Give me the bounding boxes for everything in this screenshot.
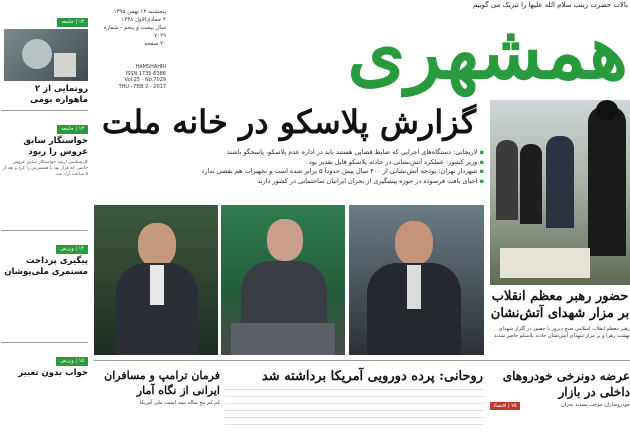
issn-box: [94, 64, 166, 92]
lead-item[interactable]: ▪ وزیر کشور: عملکرد آتش‌نشانی در حادثه پلاسکو قابل تقدیر بود: [308, 157, 484, 166]
date-line: ۲۰ صفحه: [144, 41, 166, 47]
section-tag: ۱۳ | جامعه: [57, 125, 88, 134]
story-title: فرمان ترامپ و مسافران ایرانی از نگاه آمار: [104, 369, 220, 397]
sidebar-title: خواب بدون تعبیر: [18, 368, 88, 378]
sidebar-title: رونمایی از ۲ ماهواره بومی: [30, 84, 88, 105]
bottom-story[interactable]: [225, 368, 483, 429]
divider: [2, 230, 88, 231]
sidebar-item[interactable]: [2, 8, 88, 106]
lead-text: لاریجانی: دستگاه‌های اجرایی که ضابط قضایی هستند باید در اداره عدم پلاسکو، پاسخگو باشند: [226, 148, 478, 156]
date-box: [94, 8, 166, 60]
lead-text: وزیر کشور: عملکرد آتش‌نشانی در حادثه پلاسکو قابل تقدیر بود: [308, 157, 478, 166]
sidebar: [2, 8, 88, 435]
section-tag: ۱۵ | ورزش: [56, 357, 88, 366]
date-line: ۴ جمادی‌الاول ۱۴۳۸: [121, 17, 166, 23]
right-story-title[interactable]: حضور رهبر معظم انقلاب بر مزار شهدای آتش‌نشان: [490, 289, 630, 321]
leader-photo: [490, 100, 630, 285]
lead-list: [96, 148, 484, 186]
issn-line: ISSN 1735-6386: [125, 70, 166, 77]
story-body-lines: [225, 389, 483, 429]
sidebar-body: کارشناسی ارشد خواستگار سابق عروس خانمی که قرار بود با همسرش را کرد و بعد از ۵ ساعت آزاد شد: [2, 160, 88, 177]
story-body: کم کم پنج ساله بیمه امنیت ملی آمریکا: [139, 400, 220, 406]
newspaper-logo: همشهری: [347, 10, 628, 96]
divider: [94, 360, 630, 361]
main-headline[interactable]: گزارش پلاسکو در خانه ملت: [101, 103, 477, 141]
bottom-story[interactable]: [490, 368, 630, 410]
lead-item[interactable]: ▪ لاریجانی: دستگاه‌های اجرایی که ضابط قضایی هستند باید در اداره عدم پلاسکو، پاسخگو باشند: [226, 148, 484, 156]
bottom-story[interactable]: [94, 368, 220, 407]
top-tagline: بالات حضرت زینب سلام الله علیها را تبریک می گوییم: [472, 1, 628, 9]
divider: [2, 342, 88, 343]
satellite-photo: [4, 29, 88, 81]
issn-line: HAMSHAHRI: [135, 64, 166, 70]
sidebar-item[interactable]: [2, 115, 88, 226]
story-title: روحانی: پرده دورویی آمریکا برداشته شد: [261, 369, 483, 384]
sidebar-item[interactable]: [2, 235, 88, 338]
issn-line: THU - FEB 2 - 2017: [118, 83, 166, 90]
issn-line: Vol.25 - No.7029: [124, 77, 166, 83]
section-tag: ۱۳ | جامعه: [57, 18, 88, 27]
right-story-body: رهبر معظم انقلاب اسلامی صبح دیروز با حضور در گلزار شهدای بهشت زهرا و بر مزار شهدای آتش‌نشان حادثه پلاسکو حاضر شدند: [494, 326, 630, 339]
portrait-photo-left: [94, 205, 218, 355]
story-body: خودروسازان موجب تشدید بحران: [561, 402, 630, 408]
date-line: سال بیست و پنجم - شماره ۷۰۲۹: [103, 25, 166, 39]
sidebar-title: پیگیری پرداخت مستمری ملی‌پوشان: [4, 256, 88, 277]
lead-item[interactable]: ▪ شهردار تهران: بودجه آتش‌نشانی از ۴۰۰ سال پیش حدوداً ۵ برابر شده است و تجهیزات هم نقصی ندارد: [201, 167, 484, 175]
lead-text: شهردار تهران: بودجه آتش‌نشانی از ۴۰۰ سال پیش حدوداً ۵ برابر شده است و تجهیزات هم نقصی ندارد: [201, 167, 478, 175]
sidebar-title: خواستگار سابق عروس را ربود: [23, 136, 88, 157]
sidebar-item[interactable]: [2, 347, 88, 379]
lead-text: احیای بافت فرسوده در حوزه پیشگیری از بحران ایرانیان ساختمانی در کشور دارند: [257, 176, 478, 185]
masthead: [170, 8, 628, 100]
story-tag: ۷۵ | اقتصاد: [490, 402, 520, 410]
portrait-photo-right: [349, 205, 484, 355]
section-tag: ۱۴ | ورزش: [56, 245, 88, 254]
portrait-photo-center: [221, 205, 345, 355]
story-title: عرضه دونرخی خودروهای داخلی در بازار: [502, 369, 630, 399]
date-line: پنجشنبه ۱۴ بهمن ۱۳۹۵: [113, 9, 166, 15]
lead-item[interactable]: ▪ احیای بافت فرسوده در حوزه پیشگیری از بحران ایرانیان ساختمانی در کشور دارند: [257, 176, 484, 185]
divider: [2, 110, 88, 111]
